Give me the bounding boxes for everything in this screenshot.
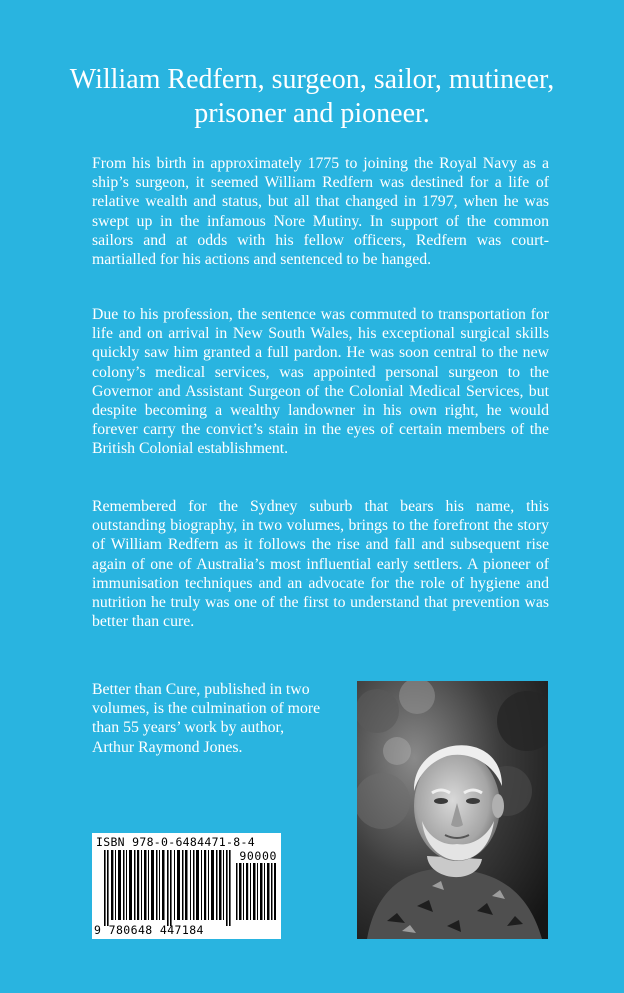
isbn-barcode xyxy=(92,833,281,939)
ean-digits: 9 780648 447184 xyxy=(94,923,204,937)
blurb-paragraph-1: From his birth in approximately 1775 to joining the Royal Navy as a ship’s surgeon, it seemed William Redfern was destined for a life of relative wealth and status, but all that changed in 1797, when he was swept up in the infamous Nore Mutiny. In support of the common sailors and at odds with his fellow officers, Redfern was court-martialled for his actions and sentenced to be hanged. xyxy=(92,155,549,269)
isbn-label: ISBN 978-0-6484471-8-4 xyxy=(96,835,255,849)
author-note: Better than Cure, published in two volumes, is the culmination of more than 55 years’ work by author, Arthur Raymond Jones. xyxy=(92,681,321,756)
author-portrait-image xyxy=(357,681,548,939)
book-title: William Redfern, surgeon, sailor, mutineer, prisoner and pioneer. xyxy=(69,64,555,129)
blurb-paragraph-2: Due to his profession, the sentence was commuted to transportation for life and on arrival in New South Wales, his exceptional surgical skills quickly saw him granted a full pardon. He was soon central to the new colony’s medical services, was appointed personal surgeon to the Governor and Assistant Surgeon of the Colonial Medical Services, but despite becoming a wealthy landowner in his own right, he would forever carry the convict’s stain in the eyes of certain members of the British Colonial establishment. xyxy=(92,306,549,458)
blurb-paragraph-3: Remembered for the Sydney suburb that bears his name, this outstanding biography, in two volumes, brings to the forefront the story of William Redfern as it follows the rise and fall and subsequent rise again of one of Australia’s most influential early settlers. A pioneer of immunisation techniques and an advocate for the role of hygiene and nutrition he truly was one of the first to understand that prevention was better than cure. xyxy=(92,498,549,631)
price-addon-number: 90000 xyxy=(239,849,277,863)
author-photo xyxy=(357,681,548,939)
